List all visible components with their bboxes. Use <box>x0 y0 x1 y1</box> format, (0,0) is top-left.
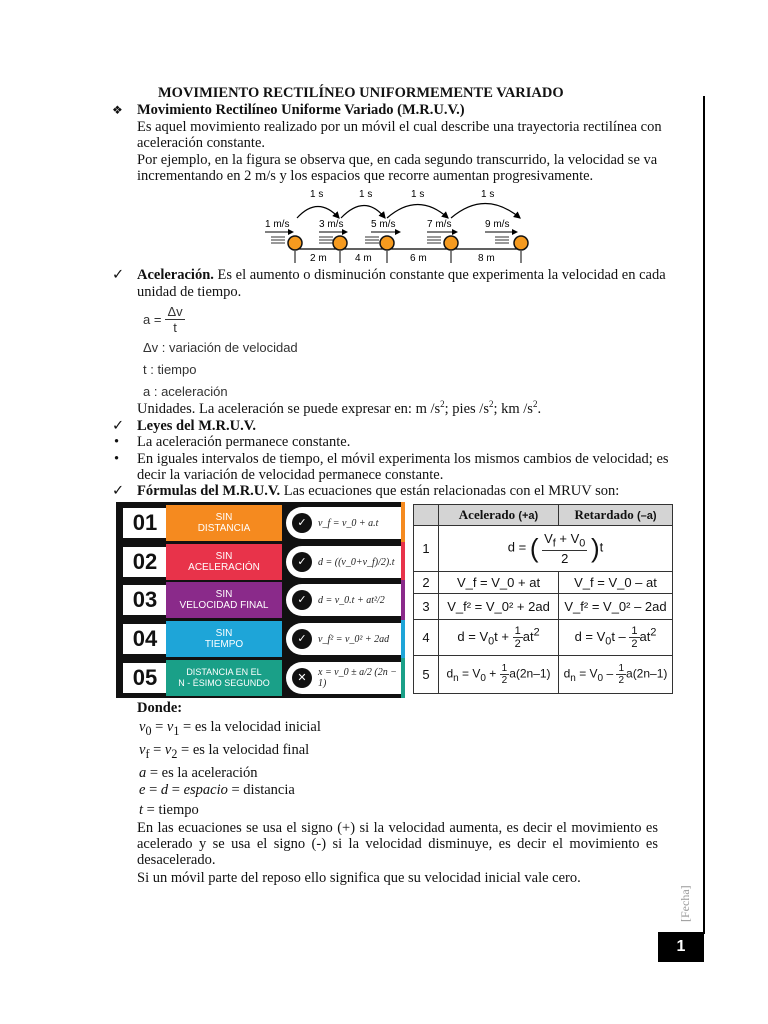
speed-label: 9 m/s <box>485 219 510 230</box>
check-icon: ✓ <box>292 552 312 572</box>
ball <box>444 236 458 250</box>
row-number: 01 <box>123 508 167 538</box>
row-index: 3 <box>414 594 439 620</box>
var-def: $v_0 = v_1$ = es la velocidad inicial <box>139 719 321 738</box>
formula-row <box>116 660 405 696</box>
header-sign: (+a) <box>518 510 539 522</box>
table-header-acelerado <box>439 505 559 526</box>
var-def-text: = es la velocidad inicial <box>179 719 321 735</box>
var-def-text: = es la aceleración <box>146 765 258 781</box>
page-number: 1 <box>658 932 704 962</box>
table-cell: $d = V_0t$ – $\frac{1}{2}$ $at^2$ <box>559 620 673 656</box>
row-index: 2 <box>414 572 439 594</box>
ball <box>333 236 347 250</box>
exponent: 2 <box>440 399 445 410</box>
units-text: ; km /s <box>493 401 533 417</box>
time-label: 1 s <box>481 189 495 200</box>
paragraph-line: acelerado y se usa el signo (-) si la velocidad disminuye, es decir el movimiento es <box>137 836 658 852</box>
var-def: a = es la aceleración <box>139 765 258 781</box>
acel-formula <box>143 301 185 337</box>
row-number: 03 <box>123 585 167 615</box>
speed-label: 5 m/s <box>371 219 396 230</box>
row-label <box>166 621 282 657</box>
exponent: 2 <box>532 399 538 410</box>
formulas-line <box>137 483 619 499</box>
paragraph-line: incrementando en 2 m/s y los espacios que recorre aumentan progresivamente. <box>137 168 594 184</box>
diamond-bullet-icon: ❖ <box>112 103 123 117</box>
label-line: SIN <box>215 589 233 600</box>
label-line: SIN <box>215 512 233 523</box>
formula-den: t <box>173 319 177 335</box>
table-cell: $d_n = V_0$ + $\frac{1}{2}$ a(2n–1) <box>439 656 559 694</box>
formula-box <box>286 507 403 539</box>
formula-row <box>116 621 405 657</box>
table-row <box>414 572 673 594</box>
speed-label: 1 m/s <box>265 219 290 230</box>
color-strip <box>401 542 405 580</box>
formulas-text: Las ecuaciones que están relacionadas con el MRUV son: <box>280 483 620 499</box>
label-line: DISTANCIA EN EL <box>186 667 262 677</box>
row-number: 02 <box>123 547 167 577</box>
law-item: En iguales intervalos de tiempo, el móvil experimenta los mismos cambios de velocidad; es <box>137 451 669 467</box>
table-cell: V_f² = V_0² – 2ad <box>559 594 673 620</box>
table-header-blank <box>414 505 439 526</box>
color-strip <box>401 658 405 698</box>
formula-box <box>286 662 403 694</box>
row-label <box>166 660 282 696</box>
formula-row <box>116 505 405 541</box>
formula-text: v_f² = v_0² + 2ad <box>318 633 390 645</box>
var-def-text: = distancia <box>227 782 295 798</box>
check-icon: ✓ <box>112 418 125 434</box>
table-cell: V_f = V_0 + at <box>439 572 559 594</box>
var-def: e = d = espacio = distancia <box>139 782 295 798</box>
check-icon: ✓ <box>292 629 312 649</box>
acel-text: Es el aumento o disminución constante que experimenta la velocidad en cada <box>213 267 666 283</box>
row-number: 04 <box>123 624 167 654</box>
units-text: Unidades. La aceleración se puede expresar en: m /s <box>137 401 441 417</box>
formula-box <box>286 623 403 655</box>
equations-table <box>413 504 673 694</box>
acel-heading: Aceleración. <box>137 267 214 283</box>
header-text: Retardado <box>574 507 634 522</box>
section-heading-mruv: Movimiento Rectilíneo Uniforme Variado (M.R.U.V.) <box>137 102 465 118</box>
ball <box>514 236 528 250</box>
table-row <box>414 620 673 656</box>
var-def-text: = tiempo <box>143 802 199 818</box>
time-arc <box>341 206 385 219</box>
label-line: VELOCIDAD FINAL <box>179 600 269 611</box>
paragraph-line: Por ejemplo, en la figura se observa que, en cada segundo transcurrido, la velocidad se va <box>137 152 658 168</box>
motion-figure <box>255 185 535 265</box>
check-icon: ✓ <box>112 483 125 499</box>
formula-lhs: a = <box>143 311 162 327</box>
row-number: 05 <box>123 663 167 693</box>
units-text: ; pies /s <box>444 401 489 417</box>
units-line <box>137 401 541 417</box>
formula-box <box>286 546 403 578</box>
margin-rule <box>703 96 705 934</box>
table-cell: $d = V_0t$ + $\frac{1}{2}$ $at^2$ <box>439 620 559 656</box>
distance-label: 6 m <box>410 253 427 264</box>
definition: t : tiempo <box>143 362 197 377</box>
check-icon: ✓ <box>292 590 312 610</box>
definition: a : aceleración <box>143 384 228 399</box>
formula-box <box>286 584 403 616</box>
formula-fraction <box>165 304 184 335</box>
formula-row <box>116 582 405 618</box>
row-index: 5 <box>414 656 439 694</box>
check-icon: ✓ <box>292 513 312 533</box>
time-label: 1 s <box>310 189 324 200</box>
var-def-text: = es la velocidad final <box>177 742 310 758</box>
law-item: decir la variación de velocidad permanece constante. <box>137 467 444 483</box>
definition: Δv : variación de velocidad <box>143 340 298 355</box>
label-line: N - ÉSIMO SEGUNDO <box>178 678 270 688</box>
label-line: DISTANCIA <box>197 523 251 534</box>
speed-label: 7 m/s <box>427 219 452 230</box>
acel-line-1 <box>137 267 666 283</box>
var-def: t = tiempo <box>139 802 199 818</box>
exponent: 2 <box>488 399 494 410</box>
var-def: $v_f = v_2$ = es la velocidad final <box>139 742 310 761</box>
table-header-retardado <box>559 505 673 526</box>
formula-text: d = v_0.t + at²/2 <box>318 594 385 606</box>
time-label: 1 s <box>411 189 425 200</box>
ball <box>380 236 394 250</box>
row-label <box>166 544 282 580</box>
distance-label: 4 m <box>355 253 372 264</box>
time-label: 1 s <box>359 189 373 200</box>
formulas-heading: Fórmulas del M.R.U.V. <box>137 483 281 499</box>
formula-text: v_f = v_0 + a.t <box>318 517 379 529</box>
acel-line-2: unidad de tiempo. <box>137 284 242 300</box>
bullet-dot-icon: • <box>114 451 120 467</box>
table-cell: d = ( $\frac{V_f + V_0}{2}$ )t <box>439 526 673 572</box>
table-cell: V_f = V_0 – at <box>559 572 673 594</box>
formula-num: Δv <box>167 303 183 319</box>
table-row <box>414 594 673 620</box>
header-text: Acelerado <box>458 507 516 522</box>
check-icon: ✓ <box>112 267 125 283</box>
row-index: 1 <box>414 526 439 572</box>
table-cell: $d_n = V_0$ – $\frac{1}{2}$ a(2n–1) <box>559 656 673 694</box>
row-label <box>166 505 282 541</box>
ball <box>288 236 302 250</box>
table-row <box>414 656 673 694</box>
color-strip <box>401 502 405 542</box>
time-arc <box>297 207 339 219</box>
label-line: ACELERACIÓN <box>188 562 260 573</box>
color-strip <box>401 620 405 658</box>
label-line: SIN <box>215 551 233 562</box>
time-arc <box>387 205 448 219</box>
color-strip <box>401 580 405 620</box>
speed-label: 3 m/s <box>319 219 344 230</box>
distance-label: 8 m <box>478 253 495 264</box>
paragraph-line: Es aquel movimiento realizado por un móvil el cual describe una trayectoria rectilínea con <box>137 119 662 135</box>
formula-text: x = v_0 ± a/2 (2n − 1) <box>318 667 397 689</box>
row-index: 4 <box>414 620 439 656</box>
label-line: TIEMPO <box>204 639 244 650</box>
formulas-panel <box>116 502 405 698</box>
donde-heading: Donde: <box>137 700 183 716</box>
header-sign: (–a) <box>636 510 657 522</box>
label-line: SIN <box>215 628 233 639</box>
paragraph-line: En las ecuaciones se usa el signo (+) si la velocidad aumenta, es decir el movimiento es <box>137 820 658 836</box>
time-arc <box>451 204 520 219</box>
bullet-dot-icon: • <box>114 434 120 450</box>
units-text: . <box>537 401 542 417</box>
paragraph-line: aceleración constante. <box>137 135 266 151</box>
row-label <box>166 582 282 618</box>
paragraph-line: Si un móvil parte del reposo ello significa que su velocidad inicial vale cero. <box>137 870 581 886</box>
law-item: La aceleración permanece constante. <box>137 434 351 450</box>
formula-text: d = ((v_0+v_f)/2).t <box>318 556 395 568</box>
table-cell: V_f² = V_0² + 2ad <box>439 594 559 620</box>
leyes-heading: Leyes del M.R.U.V. <box>137 418 256 434</box>
paragraph-line: desacelerado. <box>137 852 216 868</box>
distance-label: 2 m <box>310 253 327 264</box>
formula-row <box>116 544 405 580</box>
date-placeholder: [Fecha] <box>678 885 692 922</box>
table-row <box>414 526 673 572</box>
page-title: MOVIMIENTO RECTILÍNEO UNIFORMEMENTE VARIADO <box>158 85 564 101</box>
close-icon: ✕ <box>292 668 312 688</box>
